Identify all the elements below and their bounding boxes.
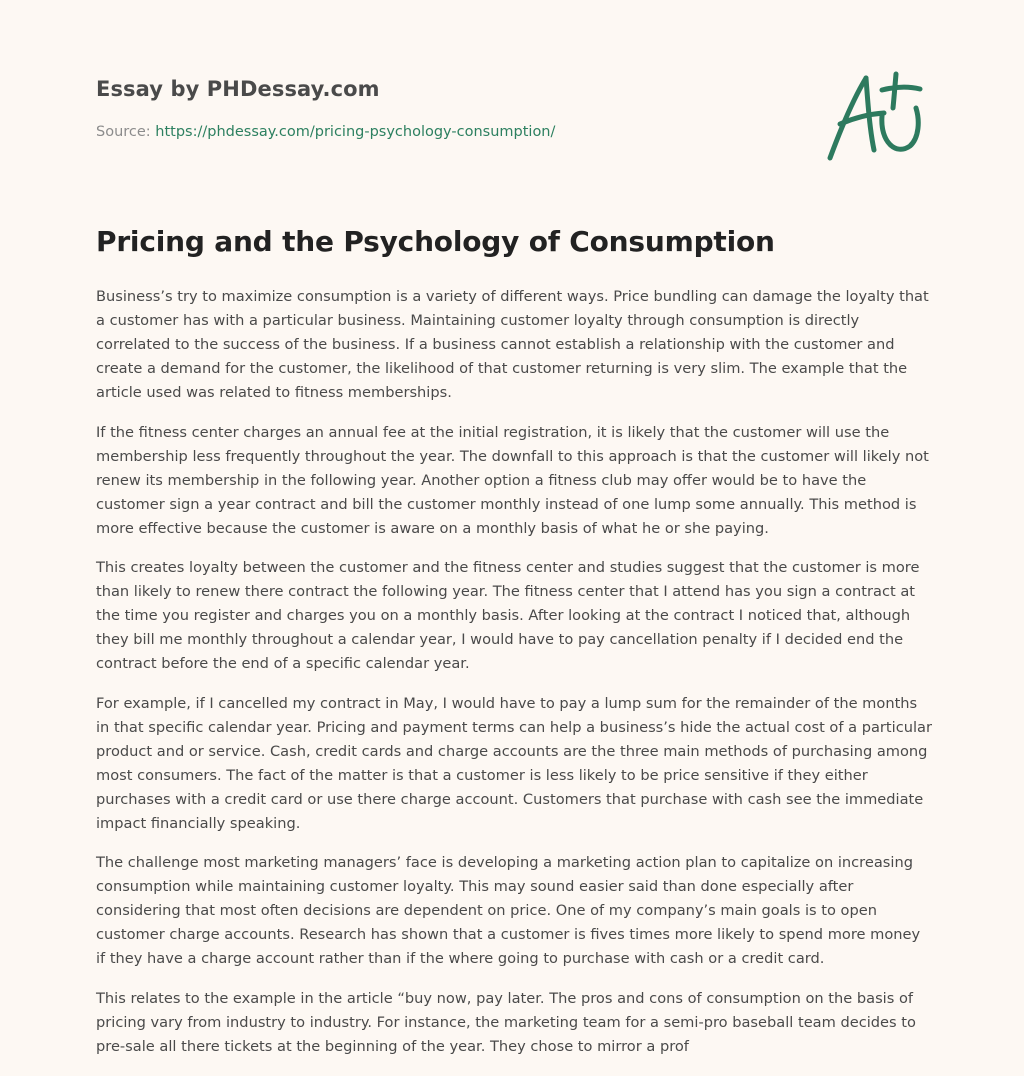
essay-paragraph: The challenge most marketing managers’ face is developing a marketing action plan to capitalize on increasing consumption while maintaining customer loyalty. This may sound easier said than done especially after considering that most often decisions are dependent on price. One of my company’s main goals is to open customer charge accounts. Research has shown that a customer is fives times more likely to spend more money if they have a charge account rather than if the where going to purchase with cash or a credit card.: [96, 854, 921, 967]
essay-title: Pricing and the Psychology of Consumption: [96, 225, 775, 258]
source-label: Source:: [96, 124, 156, 140]
essay-paragraph: Business’s try to maximize consumption is a variety of different ways. Price bundling can damage the loyalty that a customer has with a particular business. Maintaining customer loyalty through consumption is directly correlated to the success of the business. If a business cannot establish a relationship with the customer and create a demand for the customer, the likelihood of that customer returning is very slim. The example that the article used was related to fitness memberships.: [96, 288, 929, 401]
essay-paragraph: This creates loyalty between the customer and the fitness center and studies suggest that the customer is more than likely to renew there contract the following year. The fitness center that I attend has you sign a contract at the time you register and charges you on a monthly basis. After looking at the contract I noticed that, although they bill me monthly throughout a calendar year, I would have to pay cancellation penalty if I decided end the contract before the end of a specific calendar year.: [96, 559, 920, 672]
a-plus-logo-icon: [820, 66, 932, 166]
site-name: Essay by PHDessay.com: [96, 77, 380, 101]
essay-body: [96, 285, 932, 1074]
essay-paragraph: For example, if I cancelled my contract in May, I would have to pay a lump sum for the remainder of the months in that specific calendar year. Pricing and payment terms can help a business’s hide the actual cost of a particular product and or service. Cash, credit cards and charge accounts are the three main methods of purchasing among most consumers. The fact of the matter is that a customer is less likely to be price sensitive if they either purchases with a credit card or use there charge account. Customers that purchase with cash see the immediate impact financially speaking.: [96, 694, 932, 832]
source-line: [96, 124, 555, 140]
essay-paragraph: If the fitness center charges an annual fee at the initial registration, it is likely that the customer will use the membership less frequently throughout the year. The downfall to this approach is that the customer will likely not renew its membership in the following year. Another option a fitness club may offer would be to have the customer sign a year contract and bill the customer monthly instead of one lump some annually. This method is more effective because the customer is aware on a monthly basis of what he or she paying.: [96, 423, 929, 537]
essay-paragraph: This relates to the example in the article “buy now, pay later. The pros and cons of consumption on the basis of pricing vary from industry to industry. For instance, the marketing team for a semi-pro baseball team decides to pre-sale all there tickets at the beginning of the year. They chose to mirror a prof: [96, 989, 916, 1055]
source-link[interactable]: https://phdessay.com/pricing-psychology-consumption/: [155, 124, 556, 140]
